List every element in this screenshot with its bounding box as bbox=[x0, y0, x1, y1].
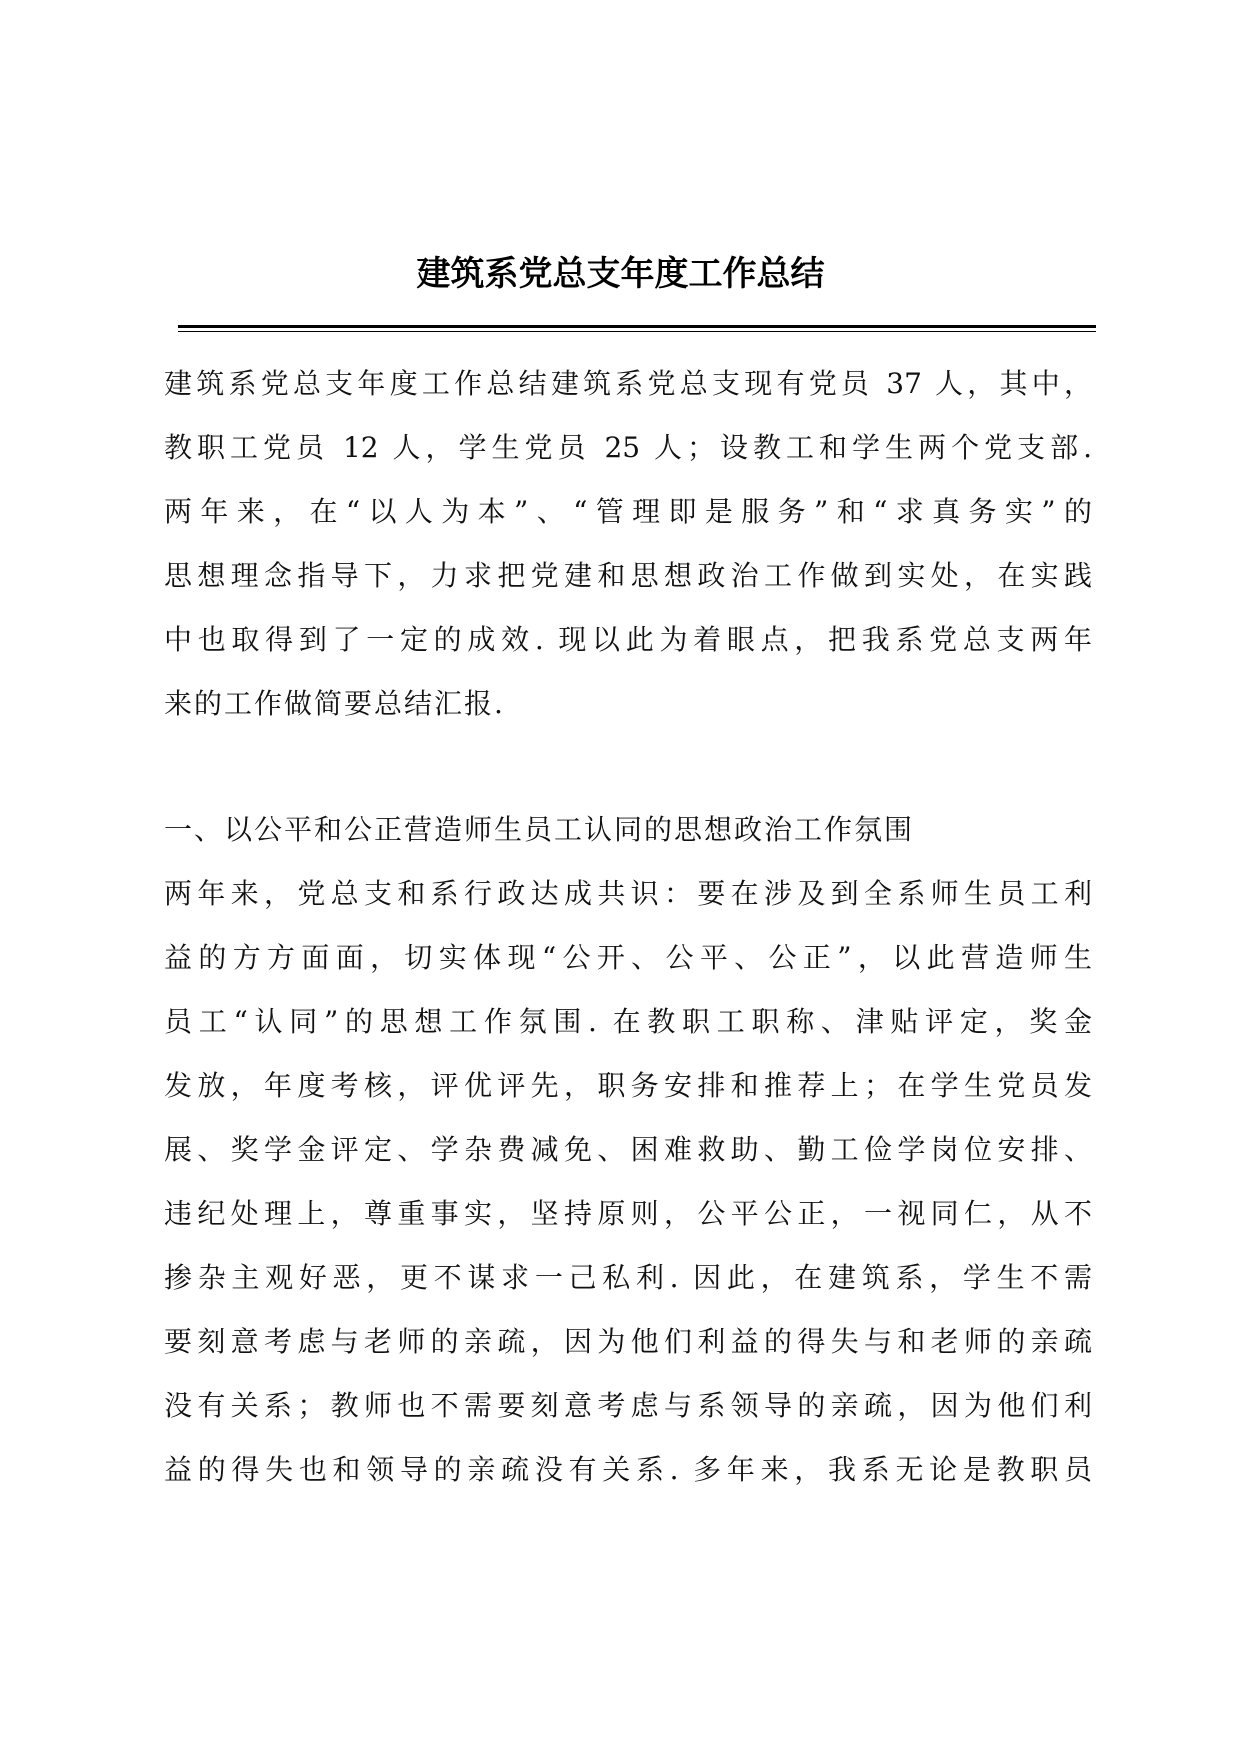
text-line: 违纪处理上，尊重事实，坚持原则，公平公正，一视同仁，从不 bbox=[164, 1197, 1092, 1230]
text-line: 发放，年度考核，评优评先，职务安排和推荐上；在学生党员发 bbox=[164, 1069, 1092, 1102]
text-line: 思想理念指导下，力求把党建和思想政治工作做到实处，在实践 bbox=[164, 559, 1092, 592]
text-line: 益的方方面面，切实体现“公开、公平、公正”，以此营造师生 bbox=[164, 941, 1092, 974]
text-line: 两年来，党总支和系行政达成共识：要在涉及到全系师生员工利 bbox=[164, 877, 1092, 910]
text-line: 中也取得到了一定的成效. 现以此为着眼点，把我系党总支两年 bbox=[164, 623, 1092, 656]
text-line: 展、奖学金评定、学杂费减免、困难救助、勤工俭学岗位安排、 bbox=[164, 1133, 1092, 1166]
text-line: 要刻意考虑与老师的亲疏，因为他们利益的得失与和老师的亲疏 bbox=[164, 1325, 1092, 1358]
text-line: 员工“认同”的思想工作氛围. 在教职工职称、津贴评定，奖金 bbox=[164, 1005, 1092, 1038]
document-title: 建筑系党总支年度工作总结 bbox=[416, 254, 825, 294]
text-line: 建筑系党总支年度工作总结建筑系党总支现有党员 37 人，其中， bbox=[164, 367, 1092, 400]
text-line: 没有关系；教师也不需要刻意考虑与系领导的亲疏，因为他们利 bbox=[164, 1389, 1092, 1422]
text-line: 掺杂主观好恶，更不谋求一己私利. 因此，在建筑系，学生不需 bbox=[164, 1261, 1092, 1294]
text-line: 教职工党员 12 人，学生党员 25 人；设教工和学生两个党支部. bbox=[164, 431, 1092, 464]
section-1 bbox=[164, 798, 1092, 1502]
text-line: 来的工作做简要总结汇报. bbox=[164, 687, 505, 720]
text-line: 两年来，在“以人为本”、“管理即是服务”和“求真务实”的 bbox=[164, 495, 1092, 528]
section-heading: 一、以公平和公正营造师生员工认同的思想政治工作氛围 bbox=[164, 813, 915, 846]
title-divider-thick bbox=[178, 325, 1096, 328]
title-divider-thin bbox=[178, 331, 1096, 332]
text-line: 益的得失也和领导的亲疏没有关系. 多年来，我系无论是教职员 bbox=[164, 1453, 1092, 1486]
intro-paragraph bbox=[164, 352, 1092, 736]
